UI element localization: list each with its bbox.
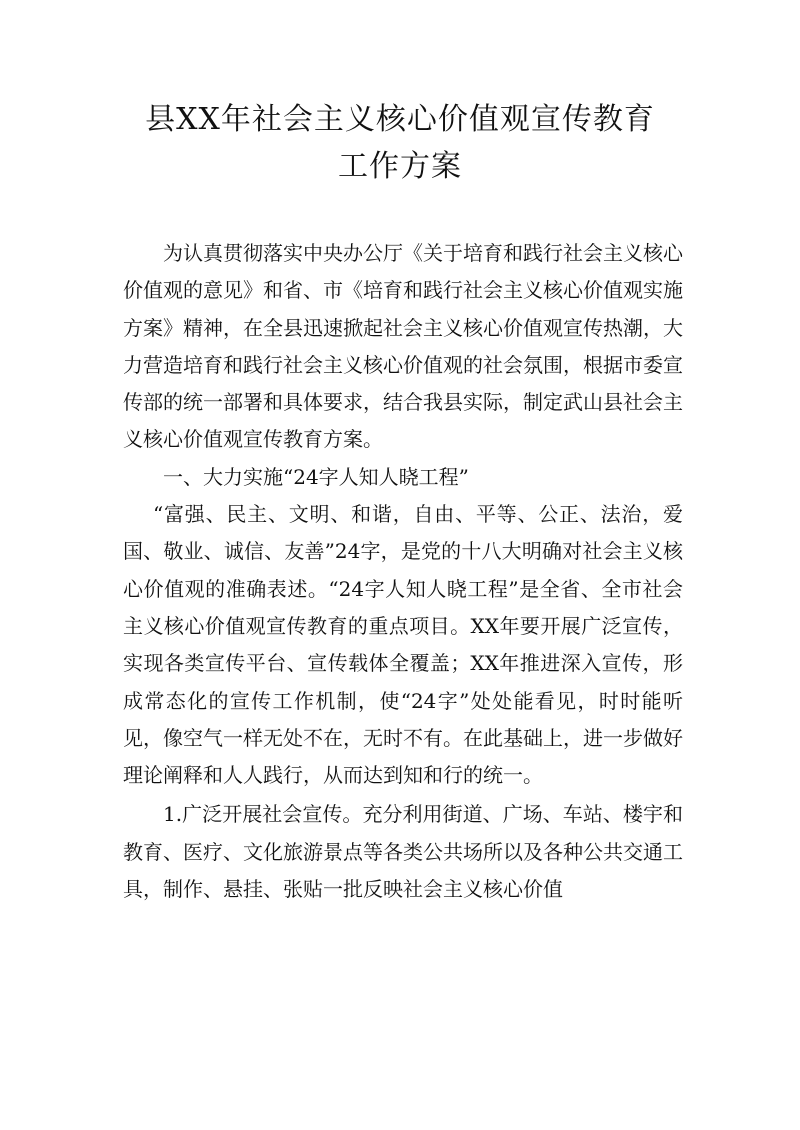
- section-1-paragraph: “富强、民主、文明、和谐，自由、平等、公正、法治，爱国、敬业、诚信、友善”24字，是党的十八大明确对社会主义核心价值观的准确表述。“24字人知人晓工程”是全省、全市社会主义核心价值观宣传教育的重点项目。XX年要开展广泛宣传，实现各类宣传平台、宣传载体全覆盖；XX年推进深入宣传，形成常态化的宣传工作机制，使“24字”处处能看见，时时能听见，像空气一样无处不在，无时不有。在此基础上，进一步做好理论阐释和人人践行，从而达到知和行的统一。: [123, 502, 683, 788]
- item-1-paragraph: 1.广泛开展社会宣传。充分利用街道、广场、车站、楼宇和教育、医疗、文化旅游景点等各类公共场所以及各种公共交通工具，制作、悬挂、张贴一批反映社会主义核心价值: [123, 802, 683, 902]
- intro-paragraph: 为认真贯彻落实中央办公厅《关于培育和践行社会主义核心价值观的意见》和省、市《培育和践行社会主义核心价值观实施方案》精神，在全县迅速掀起社会主义核心价值观宣传热潮，大力营造培育和践行社会主义核心价值观的社会氛围，根据市委宣传部的统一部署和具体要求，结合我县实际，制定武山县社会主义核心价值观宣传教育方案。: [123, 241, 683, 452]
- section-heading-1: 一、大力实施“24字人知人晓工程”: [163, 464, 469, 489]
- document-title-line-2: 工作方案: [338, 149, 462, 184]
- document-body: [123, 235, 683, 908]
- document-title-line-1: 县XX年社会主义核心价值观宣传教育: [145, 102, 655, 137]
